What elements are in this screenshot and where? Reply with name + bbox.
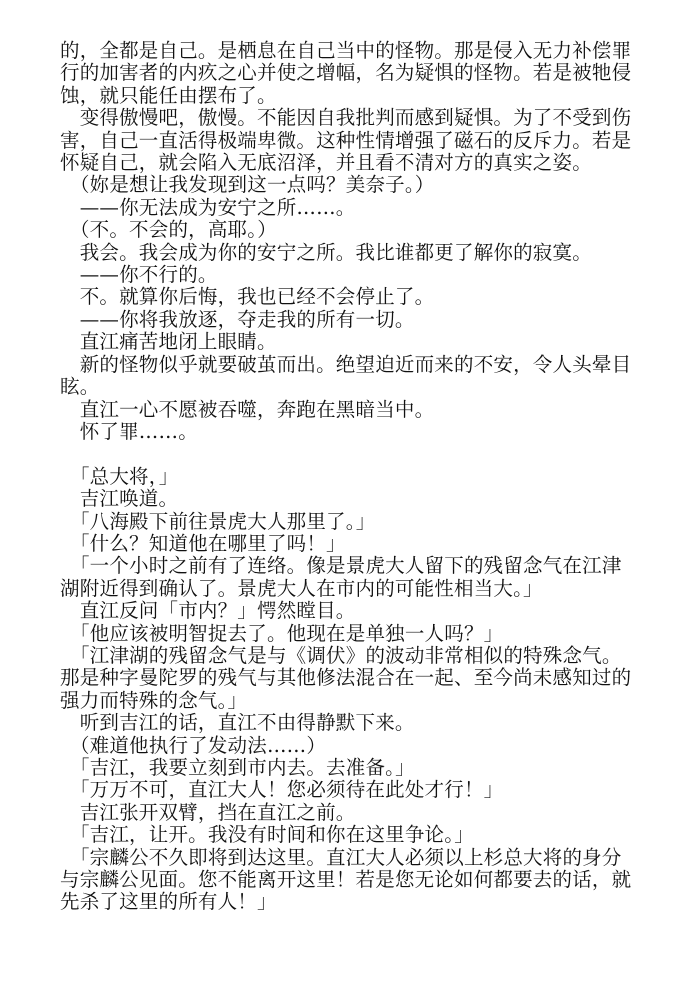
paragraph: 「吉江，我要立刻到市内去。去准备。」	[60, 755, 415, 779]
paragraph: 直江痛苦地闭上眼睛。	[60, 330, 277, 354]
paragraph: ——你无法成为安宁之所……。	[60, 195, 356, 219]
novel-page	[60, 40, 636, 914]
paragraph: 直江反问「市内？」愕然瞠目。	[60, 599, 356, 623]
paragraph: 「宗麟公不久即将到达这里。直江大人必须以上杉总大将的身分与宗麟公见面。您不能离开这里！若是您无论如何都要去的话，就先杀了这里的所有人！」	[60, 845, 632, 914]
paragraph: 「总大将，」	[60, 464, 179, 488]
paragraph: 我会。我会成为你的安宁之所。我比谁都更了解你的寂寞。	[60, 240, 592, 264]
paragraph: 「万万不可，直江大人！您必须待在此处才行！」	[60, 778, 504, 802]
paragraph: 「他应该被明智捉去了。他现在是单独一人吗？」	[60, 621, 504, 645]
paragraph: ——你将我放逐，夺走我的所有一切。	[60, 307, 415, 331]
paragraph: 「江津湖的残留念气是与《调伏》的波动非常相似的特殊念气。那是种字曼陀罗的残气与其他修法混合在一起、至今尚未感知过的强力而特殊的念气。」	[60, 643, 632, 712]
paragraph: 「八海殿下前往景虎大人那里了。」	[60, 509, 376, 533]
paragraph: 「吉江，让开。我没有时间和你在这里争论。」	[60, 823, 474, 847]
paragraph: 「什么？知道他在哪里了吗！」	[60, 531, 346, 555]
paragraph: 听到吉江的话，直江不由得静默下来。	[60, 711, 415, 735]
blank-line	[60, 443, 636, 465]
paragraph: 吉江唤道。	[60, 487, 179, 511]
paragraph: （难道他执行了发动法……）	[60, 733, 327, 757]
paragraph: ——你不行的。	[60, 263, 218, 287]
paragraph: 直江一心不愿被吞噬，奔跑在黑暗当中。	[60, 397, 435, 421]
paragraph: 吉江张开双臂，挡在直江之前。	[60, 800, 356, 824]
paragraph: 「一个小时之前有了连络。像是景虎大人留下的残留念气在江津湖附近得到确认了。景虎大人在市内的可能性相当大。」	[60, 554, 622, 600]
paragraph: 不。就算你后悔，我也已经不会停止了。	[60, 285, 435, 309]
paragraph: 怀了罪……。	[60, 419, 198, 443]
paragraph: （妳是想让我发现到这一点吗？美奈子。）	[60, 173, 435, 197]
paragraph: 的，全都是自己。是栖息在自己当中的怪物。那是侵入无力补偿罪行的加害者的内疚之心并使之增幅，名为疑惧的怪物。若是被牠侵蚀，就只能任由摆布了。	[60, 39, 632, 107]
paragraph: 变得傲慢吧，傲慢。不能因自我批判而感到疑惧。为了不受到伤害，自己一直活得极端卑微。这种性情增强了磁石的反斥力。若是怀疑自己，就会陷入无底沼泽，并且看不清对方的真实之姿。	[60, 106, 632, 175]
paragraph: （不。不会的，高耶。）	[60, 218, 277, 242]
paragraph: 新的怪物似乎就要破茧而出。绝望迫近而来的不安，令人头晕目眩。	[60, 352, 632, 399]
